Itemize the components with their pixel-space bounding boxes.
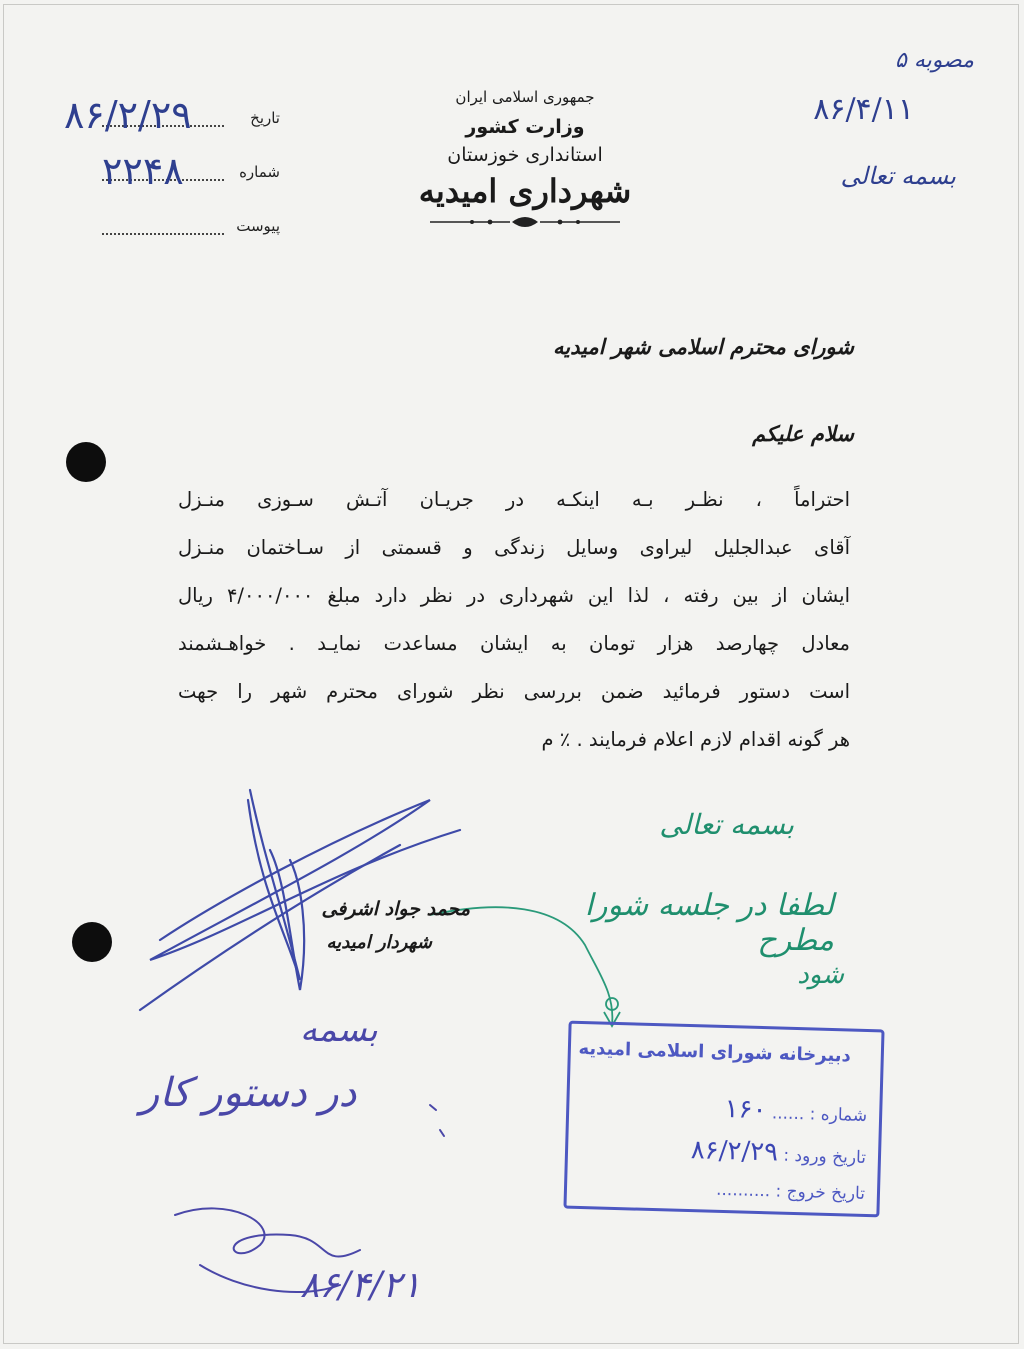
number-label: شماره — [239, 163, 280, 181]
body-line: آقای عبدالجلیل لیراوی وسایل زندگی و قسمتی از سـاختمان منـزل — [178, 536, 850, 559]
addressee: شورای محترم اسلامی شهر امیدیه — [553, 335, 854, 359]
stamp-number-label: شماره : ...... — [771, 1103, 868, 1126]
stamp-exit-row — [716, 1180, 865, 1204]
body-line: ایشان از بین رفته ، لذا این شهرداری در نظر دارد مبلغ ۴/۰۰۰/۰۰۰ ریال — [178, 584, 850, 607]
signatory-name: محمد جواد اشرفی — [321, 898, 470, 920]
attachment-label: پیوست — [236, 217, 280, 235]
municipality-title: شهرداری امیدیه — [418, 172, 632, 210]
stamp-number-row — [724, 1094, 867, 1128]
stamp-number-value: ۱۶۰ — [724, 1094, 767, 1126]
resolution-date: ۸۶/۴/۱۱ — [813, 92, 914, 127]
lower-handwriting-date: ۸۶/۴/۲۱ — [300, 1265, 421, 1306]
date-label: تاریخ — [250, 109, 280, 127]
body-line: احتراماً ، نظـر بـه اینکـه در جریـان آتـش سـوزی منـزل — [178, 488, 850, 511]
green-note-instruction: لطفا در جلسه شورا مطرح — [584, 888, 834, 958]
green-note-continuation: شود — [797, 960, 844, 990]
lower-handwriting-note-b: در دستور کار — [140, 1070, 357, 1116]
body-line: معادل چهارصد هزار تومان به ایشان مساعدت نمایـد . خواهـشمند — [178, 632, 850, 655]
stamp-exit-label: تاریخ خروج : .......... — [715, 1179, 866, 1204]
green-note-bismillah: بسمه تعالی — [659, 808, 794, 841]
province-title: استانداری خوزستان — [447, 144, 603, 166]
stamp-entry-label: تاریخ ورود : — [783, 1145, 867, 1168]
body-line: هر گونه اقدام لازم اعلام فرمایند . ٪ م — [541, 728, 850, 751]
date-value: ۸۶/۲/۲۹ — [64, 93, 192, 137]
lower-handwriting-scribble-icon — [175, 1105, 444, 1292]
stamp-title: دبیرخانه شورای اسلامی امیدیه — [578, 1037, 852, 1067]
resolution-note: مصوبه ۵ — [895, 48, 974, 73]
signatory-title: شهردار امیدیه — [326, 932, 432, 953]
stamp-entry-value: ۸۶/۲/۲۹ — [690, 1135, 779, 1168]
council-registry-stamp — [563, 1021, 884, 1218]
ministry-title: وزارت کشور — [465, 116, 585, 138]
republic-title: جمهوری اسلامی ایران — [455, 88, 595, 106]
signature-block — [260, 898, 470, 953]
salutation: سلام علیکم — [752, 422, 854, 446]
body-line: است دستور فرمائید ضمن بررسی نظر شورای محترم شهر را جهت — [178, 680, 850, 703]
stamp-entry-row — [690, 1135, 866, 1170]
lower-handwriting-note-a: بسمه — [300, 1010, 378, 1050]
number-value: ۲۲۴۸ — [102, 149, 184, 193]
bismillah-note: بسمه تعالی — [840, 162, 956, 190]
